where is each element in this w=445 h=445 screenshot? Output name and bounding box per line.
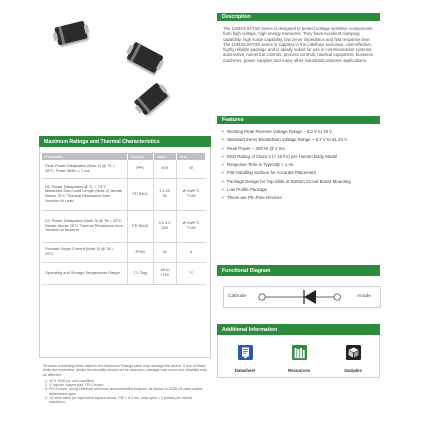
datasheet-link[interactable] [230, 345, 260, 373]
datasheet-label: Datasheet [234, 368, 256, 373]
note-item: 4. 1/2 sine wave (or equivalent square wave), PW = 8.3 ms, duty cycle = 4 pulses per minute maximum. [49, 396, 209, 405]
functional-diagram [223, 286, 381, 308]
unit-cell: W mW/°C °C/W [176, 210, 205, 242]
symbol-cell: IFSM [127, 242, 153, 262]
value-cell: -65 to +150 [153, 262, 176, 284]
parameter-cell: Operating and Storage Temperature Range [42, 262, 127, 284]
col-parameter: Parameter [42, 153, 127, 160]
unit-cell: W mW/°C °C/W [176, 178, 205, 210]
unit-cell: W [176, 160, 205, 178]
notes-list [49, 379, 209, 405]
parameter-cell: Peak Power Dissipation (Note 1) @ TL = 25°C, Pulse Width = 1 ms [42, 160, 127, 178]
unit-cell: °C [176, 262, 205, 284]
note-item: 3. FR-4 board, using Littelfuse minimum recommended footprint, as shown in 403D-02 case outline dimensions spec. [49, 387, 209, 396]
col-symbol: Symbol [127, 153, 153, 160]
symbol-cell: PPK [127, 160, 153, 178]
symbol-cell: PD RθJA [127, 210, 153, 242]
symbol-cell: TJ, Tstg [127, 262, 153, 284]
col-unit: Unit [176, 153, 205, 160]
feature-item: • Flat Handling Surface for Accurate Placement [222, 170, 380, 175]
table-row [42, 210, 206, 242]
parameter-cell: Forward Surge Current (Note 4) @ TA = 25°C [42, 242, 127, 262]
chip-image [134, 82, 169, 115]
resources-label: Resources [288, 368, 310, 373]
datasheet-icon [238, 345, 253, 360]
description-header: Description [217, 13, 380, 21]
features-header: Features [217, 116, 380, 124]
cathode-label: Cathode [228, 294, 247, 299]
notes-intro: Stresses exceeding those listed in the Maximum Ratings table may damage the device. If any of these limits are exceeded, device functionality should not be assumed, damage may occur and reliability may be affected. [43, 364, 207, 377]
features-list [222, 129, 380, 204]
feature-item: • Peak Power – 400 W @ 1 ms [222, 146, 380, 151]
feature-item: • Low Profile Package [222, 187, 380, 192]
ratings-header: Maximum Ratings and Thermal Characteristics [39, 136, 211, 147]
value-cell: 1.5 20 50 [153, 178, 176, 210]
samples-icon [346, 345, 361, 360]
diagram-header: Functional Diagram [217, 265, 380, 276]
chip-image [126, 42, 163, 74]
resources-link[interactable] [284, 345, 314, 373]
feature-item: • ESD Rating of Class 3 (> 16 kV) per Human Body Model [222, 154, 380, 159]
ratings-notes [43, 364, 209, 405]
value-cell: 400 [153, 160, 176, 178]
resources-icon [292, 345, 307, 360]
col-value: Value [153, 153, 176, 160]
note-item: 2. 1" square copper pad, FR-4 board [49, 383, 209, 387]
table-row [42, 178, 206, 210]
ratings-table [42, 153, 206, 285]
value-cell: 0.5 4.0 250 [153, 210, 176, 242]
feature-item: • Standard Zener Breakdown Voltage Range – 6.7 V to 91.25 V [222, 137, 380, 142]
symbol-cell: PD RθJL [127, 178, 153, 210]
description-text: The 1SMA5.0AT3G series is designed to protect voltage sensitive components from high voltage, high energy transients. They have excellent clamping capability, high surge capability, low zener impedance and fast response time. The 1SMA5.0AT3G series is supplied in the Littelfuse exclusive, cost-effective, highly reliable package and is ideally suited for use in communication systems, automotive, numerical controls, process controls, medical equipment, business machines, power supplies and many other industrial/consumer applications. [223, 26, 373, 63]
product-photo [14, 12, 210, 124]
info-header: Additional Information [217, 324, 380, 335]
feature-item: • Working Peak Reverse Voltage Range – 5.0 V to 78 V [222, 129, 380, 134]
table-row [42, 160, 206, 178]
chip-image [54, 21, 87, 46]
table-row [42, 242, 206, 262]
parameter-cell: DC Power Dissipation @ TL = 75°C Measured Zero Lead Length (Note 2) Derate Above 75°C Thermal Resistance from Junction to Lead [42, 178, 127, 210]
samples-label: Samples [344, 368, 362, 373]
value-cell: 40 [153, 242, 176, 262]
parameter-cell: DC Power Dissipation (Note 3) @ TA = 25°C Derate Above 25°C Thermal Resistance from Junction to Ambient [42, 210, 127, 242]
samples-link[interactable] [338, 345, 368, 373]
unit-cell: A [176, 242, 205, 262]
feature-item: • Package Design for Top Slide or Bottom Circuit Board Mounting [222, 179, 380, 184]
feature-item: • Response Time is Typically < 1 ns [222, 162, 380, 167]
feature-item: • These are Pb–Free Devices [222, 195, 380, 200]
anode-label: Anode [357, 294, 371, 299]
note-item: 1. 10 X 1000 μs, non-repetitive [49, 379, 209, 383]
table-row [42, 262, 206, 284]
